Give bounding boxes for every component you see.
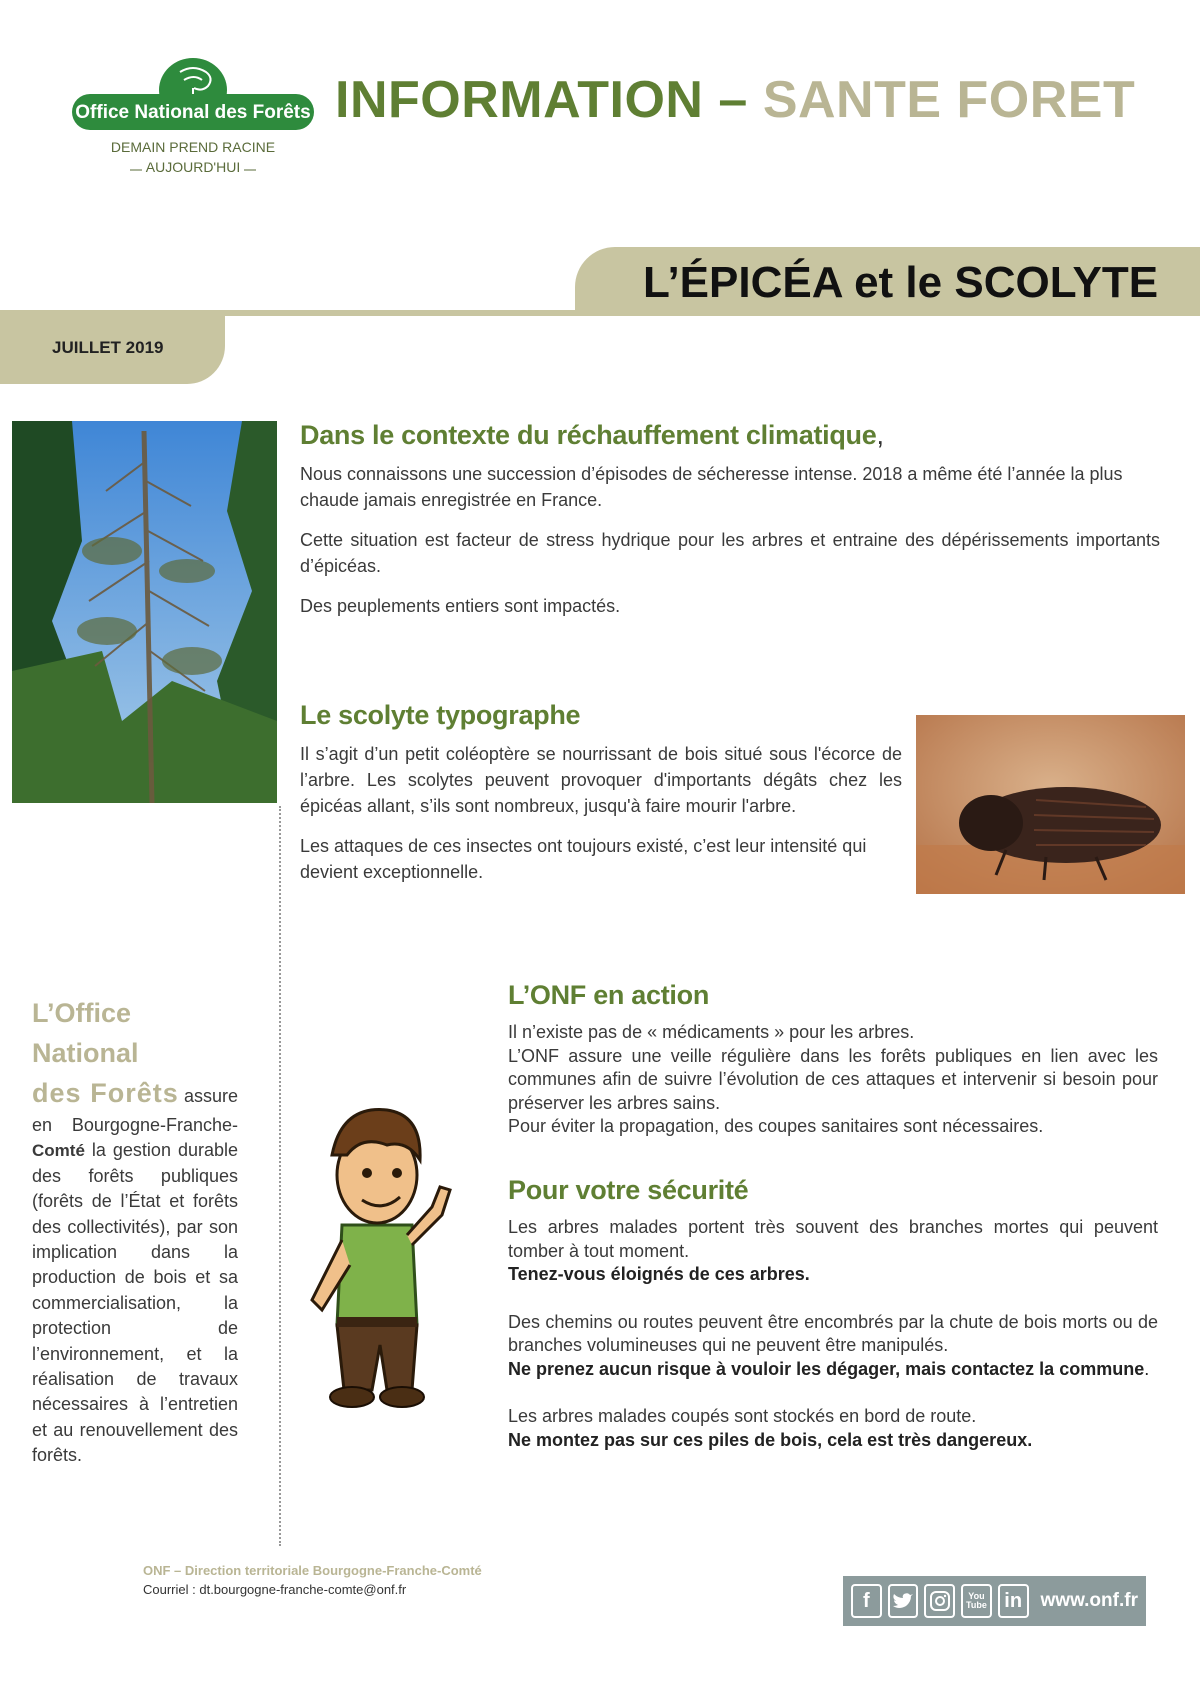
section-securite — [508, 1175, 1158, 1452]
sidebar-text-start: assure en Bourgogne-Franche- — [32, 1086, 239, 1135]
contexte-heading — [300, 420, 1160, 451]
securite-p3: Les arbres malades coupés sont stockés en bord de route. — [508, 1406, 977, 1426]
bark-beetle-photo — [916, 715, 1185, 894]
instagram-icon[interactable] — [924, 1584, 955, 1618]
page-title — [335, 70, 1135, 130]
contexte-paragraph-1: Nous connaissons une succession d’épisodes de sécheresse intense. 2018 a même été l’année la plus chaude jamais enregistrée en France. — [300, 464, 1123, 510]
contexte-paragraph-3: Des peuplements entiers sont impactés. — [300, 596, 621, 616]
section-scolyte — [300, 700, 902, 885]
onf-sidebar — [32, 993, 238, 1469]
contexte-paragraph-2: Cette situation est facteur de stress hydrique pour les arbres et entraine des dépérissements importants d’épicéas. — [300, 530, 1160, 576]
publication-date: JUILLET 2019 — [52, 338, 164, 357]
footer-email[interactable]: Courriel : dt.bourgogne-franche-comte@onf.fr — [143, 1582, 407, 1597]
title-information: INFORMATION – — [335, 71, 763, 129]
forest-ranger-illustration — [292, 1095, 462, 1415]
title-sante-foret: SANTE FORET — [762, 71, 1136, 129]
section-onf-action — [508, 980, 1158, 1139]
onf-logo — [72, 52, 314, 187]
securite-p3-bold: Ne montez pas sur ces piles de bois, cela est très dangereux. — [508, 1429, 1033, 1450]
social-links-bar — [843, 1576, 1146, 1626]
column-divider — [279, 806, 281, 1546]
website-link[interactable]: www.onf.fr — [1040, 1590, 1138, 1611]
section-contexte — [300, 420, 1160, 619]
onf-action-heading: L’ONF en action — [508, 980, 710, 1010]
securite-heading: Pour votre sécurité — [508, 1175, 749, 1205]
logo-tagline-1: DEMAIN PREND RACINE — [110, 139, 276, 155]
securite-p2: Des chemins ou routes peuvent être encombrés par la chute de bois morts ou de branches volumineuses qui ne peuvent être manipulés. — [508, 1311, 1158, 1355]
onf-action-line-2: L’ONF assure une veille régulière dans les forêts publiques en lien avec les communes afin de suivre l’évolution de ces attaques et intervenir si besoin pour préserver les arbres sains. — [508, 1045, 1158, 1113]
sidebar-heading-1: L’Office National — [32, 998, 139, 1068]
onf-action-line-3: Pour éviter la propagation, des coupes sanitaires sont nécessaires. — [508, 1116, 1044, 1136]
scolyte-heading: Le scolyte typographe — [300, 700, 581, 730]
scolyte-paragraph-1: Il s’agit d’un petit coléoptère se nourrissant de bois situé sous l'écorce de l’arbre. Les scolytes peuvent provoquer d'importants dégâts chez les épicéas allant, s’ils sont nombreux, jusqu'à faire mourir l'arbre. — [300, 744, 902, 816]
securite-p1-bold: Tenez-vous éloignés de ces arbres. — [508, 1264, 810, 1284]
sidebar-text-end: la gestion durable des forêts publiques (forêts de l’État et forêts des collectivités), par son implication dans la production de bois et sa commercialisation, la protection de l’environnement, et la réalisation de travaux nécessaires à l’entretien et au renouvellement des forêts. — [32, 1140, 238, 1466]
contexte-heading-comma: , — [876, 420, 884, 450]
contexte-heading-text: Dans le contexte du réchauffement climatique — [300, 420, 877, 450]
footer-organisation: ONF – Direction territoriale Bourgogne-Franche-Comté — [143, 1563, 482, 1578]
twitter-icon[interactable] — [888, 1584, 919, 1618]
onf-action-line-1: Il n’existe pas de « médicaments » pour les arbres. — [508, 1022, 915, 1042]
securite-p2-bold: Ne prenez aucun risque à vouloir les dégager, mais contactez la commune — [508, 1358, 1145, 1379]
linkedin-icon[interactable]: in — [998, 1584, 1029, 1618]
banner-line — [215, 310, 1200, 316]
securite-p2-end: . — [1144, 1358, 1150, 1379]
scolyte-paragraph-2: Les attaques de ces insectes ont toujours existé, c’est leur intensité qui devient exceptionnelle. — [300, 836, 867, 882]
youtube-label: You Tube — [966, 1591, 987, 1610]
securite-p1: Les arbres malades portent très souvent des branches mortes qui peuvent tomber à tout moment. — [508, 1217, 1158, 1261]
youtube-icon[interactable] — [961, 1584, 992, 1618]
facebook-icon[interactable]: f — [851, 1584, 882, 1618]
logo-name: Office National des Forêts — [75, 102, 311, 123]
sidebar-heading-2: des Forêts — [32, 1078, 179, 1108]
sidebar-text-bold: Comté — [32, 1141, 85, 1161]
securite-p2-warning — [508, 1358, 1158, 1382]
spruce-tree-photo — [12, 421, 277, 803]
logo-tagline-2: AUJOURD'HUI — [145, 159, 241, 175]
article-title: L’ÉPICÉA et le SCOLYTE — [643, 258, 1159, 307]
